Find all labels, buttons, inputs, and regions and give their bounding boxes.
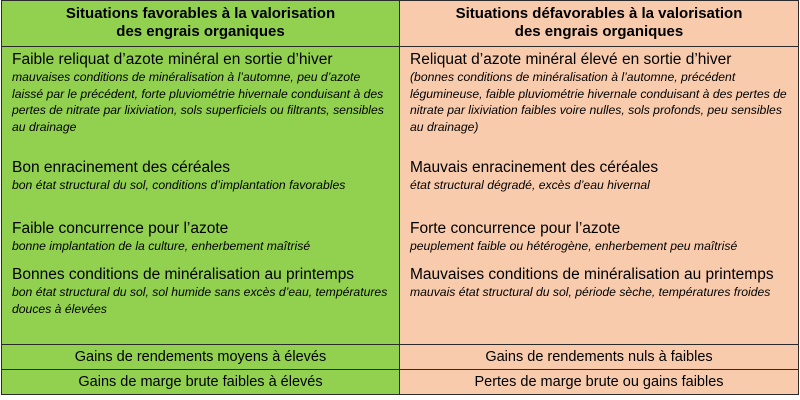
- unfavorable-item: [410, 265, 792, 301]
- favorable-header: [2, 1, 400, 47]
- body-row: [2, 47, 799, 345]
- favorable-item: [12, 50, 393, 135]
- unfavorable-item-heading: Forte concurrence pour l’azote: [410, 220, 621, 237]
- favorable-item-detail: mauvaises conditions de minéralisation à l’automne, peu d’azote laissé par le précédent, forte pluviométrie hivernale conduisant à des pertes de nitrate par lixiviation, sols superficiels ou filtrants, sensibles au drainage: [12, 70, 384, 134]
- unfavorable-item-detail: (bonnes conditions de minéralisation à l’automne, précédent légumineuse, faible pluviométrie hivernale conduisant à des pertes de nitrate par lixiviation faibles voire nulles, sols profonds, peu sensibles au drainage): [410, 70, 787, 134]
- unfavorable-header-line1: Situations défavorables à la valorisation: [455, 5, 743, 22]
- favorable-header-line2: des engrais organiques: [116, 23, 285, 40]
- favorable-item-heading: Faible concurrence pour l’azote: [12, 220, 229, 237]
- favorable-item: [12, 158, 393, 194]
- margin-unfavorable: Pertes de marge brute ou gains faibles: [400, 370, 799, 395]
- unfavorable-column: [400, 47, 799, 345]
- unfavorable-item: [410, 219, 792, 255]
- unfavorable-header: [400, 1, 799, 47]
- margin-favorable: Gains de marge brute faibles à élevés: [2, 370, 400, 395]
- yield-row: [2, 345, 799, 370]
- unfavorable-item-detail: peuplement faible ou hétérogène, enherbement peu maîtrisé: [410, 239, 738, 253]
- unfavorable-item: [410, 50, 792, 135]
- unfavorable-item-heading: Mauvaises conditions de minéralisation au printemps: [410, 266, 774, 283]
- margin-row: [2, 370, 799, 395]
- favorable-item-detail: bonne implantation de la culture, enherbement maîtrisé: [12, 239, 311, 253]
- unfavorable-item-heading: Reliquat d’azote minéral élevé en sortie d’hiver: [410, 51, 732, 68]
- unfavorable-item: [410, 158, 792, 194]
- favorable-item-detail: bon état structural du sol, sol humide sans excès d’eau, températures douces à élevées: [12, 285, 388, 316]
- header-row: [2, 1, 799, 47]
- favorable-item-heading: Faible reliquat d’azote minéral en sortie d’hiver: [12, 51, 333, 68]
- unfavorable-item-heading: Mauvais enracinement des céréales: [410, 159, 659, 176]
- unfavorable-header-line2: des engrais organiques: [514, 23, 684, 40]
- unfavorable-item-detail: état structural dégradé, excès d’eau hivernal: [410, 178, 650, 192]
- favorable-item: [12, 219, 393, 255]
- comparison-table: [1, 0, 799, 395]
- favorable-item-heading: Bon enracinement des céréales: [12, 159, 230, 176]
- yield-favorable: Gains de rendements moyens à élevés: [2, 345, 400, 370]
- favorable-column: [2, 47, 400, 345]
- favorable-item-heading: Bonnes conditions de minéralisation au printemps: [12, 266, 355, 283]
- favorable-item: [12, 265, 393, 317]
- favorable-header-line1: Situations favorables à la valorisation: [65, 5, 336, 22]
- unfavorable-item-detail: mauvais état structural du sol, période sèche, températures froides: [410, 285, 771, 299]
- favorable-item-detail: bon état structural du sol, conditions d’implantation favorables: [12, 178, 346, 192]
- yield-unfavorable: Gains de rendements nuls à faibles: [400, 345, 799, 370]
